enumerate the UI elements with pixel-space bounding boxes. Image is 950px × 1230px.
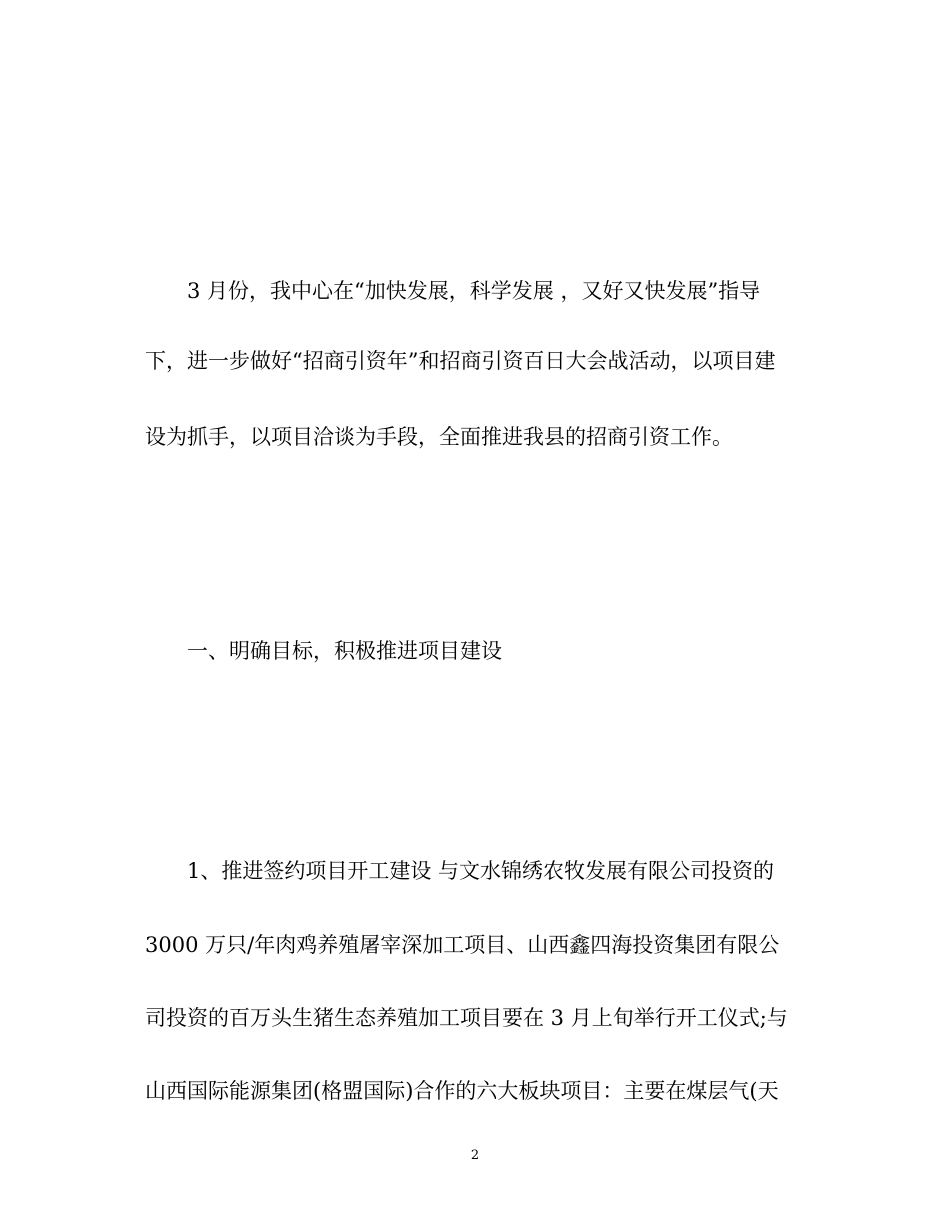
section-heading: 一、明确目标，积极推进项目建设: [187, 639, 502, 663]
paragraph-2-line-3: 司投资的百万头生猪生态养殖加工项目要在 3 月上旬举行开工仪式;与: [145, 1006, 788, 1030]
paragraph-2-line-1: 1、推进签约项目开工建设 与文水锦绣农牧发展有限公司投资的: [187, 859, 775, 883]
paragraph-2-line-2: 3000 万只/年肉鸡养殖屠宰深加工项目、山西鑫四海投资集团有限公: [145, 933, 780, 957]
paragraph-2-line-4: 山西国际能源集团(格盟国际)合作的六大板块项目：主要在煤层气(天: [145, 1079, 779, 1103]
paragraph-1-line-2: 下，进一步做好“招商引资年”和招商引资百日大会战活动，以项目建: [145, 349, 776, 373]
paragraph-1-line-3: 设为抓手，以项目洽谈为手段，全面推进我县的招商引资工作。: [145, 425, 733, 449]
page-number: 2: [470, 1148, 480, 1163]
paragraph-1-line-1: 3 月份，我中心在“加快发展，科学发展 ，又好又快发展”指导: [187, 279, 761, 303]
